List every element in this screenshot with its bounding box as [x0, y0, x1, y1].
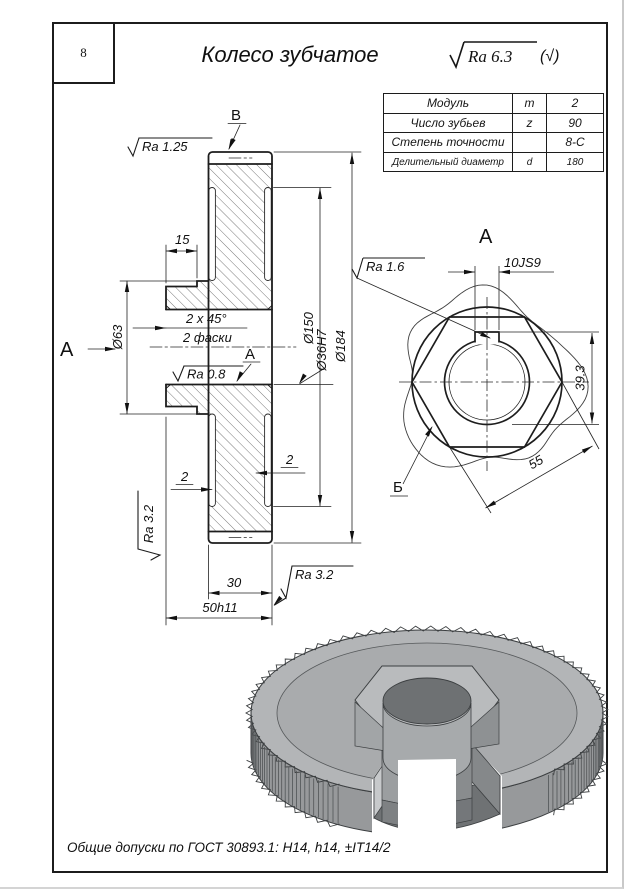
general-roughness-suffix: (√): [540, 48, 560, 65]
roughness-bottom-value: Ra 3.2: [295, 567, 334, 582]
break-line-blob: [404, 285, 588, 467]
param-label: Степень точности: [384, 133, 513, 153]
param-value: 2: [547, 94, 604, 114]
page-number: 8: [80, 45, 87, 60]
dim-chamfer: 2 x 45°: [186, 311, 227, 326]
dim-groove-right: 2: [286, 452, 294, 467]
dim-chamfer-note: 2 фаски: [183, 330, 232, 345]
drawing-title: Колесо зубчатое: [201, 42, 379, 67]
view-arrow-label: А: [60, 339, 74, 361]
dim-keyway-height: 39.3: [572, 365, 588, 391]
general-tolerance-note: Общие допуски по ГОСТ 30893.1: H14, h14, ±IT14/2: [67, 840, 391, 855]
dim-outer-diameter: Ø184: [333, 330, 348, 362]
view-label-b: В: [231, 107, 242, 124]
roughness-bore-value: Ra 0.8: [187, 366, 226, 382]
main-section-view: [60, 107, 361, 625]
param-symbol: m: [513, 94, 547, 114]
param-value: 8-C: [547, 133, 604, 153]
param-value: 180: [547, 152, 604, 172]
param-symbol: d: [513, 152, 547, 172]
dim-hub-width: 50h11: [202, 600, 238, 615]
detail-roughness-value: Ra 1.6: [366, 259, 405, 274]
param-symbol: z: [513, 113, 547, 133]
detail-dimension-lines: [357, 266, 599, 513]
bore-through-gap: [398, 759, 456, 845]
param-label: Число зубьев: [384, 113, 513, 133]
dim-keyway-width: 10JS9: [504, 255, 541, 270]
param-label: Делительный диаметр: [384, 152, 513, 172]
detail-title: А: [479, 226, 493, 248]
bore-surface-label: А: [245, 346, 256, 363]
bore-rim-3d: [383, 678, 471, 724]
dim-across-flats: 55: [525, 451, 546, 473]
dim-rim-width: 30: [226, 575, 242, 590]
dim-groove-left: 2: [181, 469, 189, 484]
dim-hub-diameter: Ø63: [110, 324, 125, 350]
roughness-top-value: Ra 1.25: [142, 139, 188, 154]
dim-hub-step-width: 15: [175, 232, 190, 247]
detail-view-a: [352, 226, 599, 513]
general-roughness-value: Ra 6.3: [468, 47, 513, 66]
param-value: 90: [547, 113, 604, 133]
roughness-hub-left-value: Ra 3.2: [141, 504, 156, 544]
gear-3d-render: [246, 626, 608, 850]
dim-rim-inner-diameter: Ø150: [301, 312, 316, 344]
surface-label-b: Б: [393, 479, 403, 496]
dim-bore-diameter: Ø36H7: [314, 329, 329, 371]
param-label: Модуль: [384, 94, 513, 114]
